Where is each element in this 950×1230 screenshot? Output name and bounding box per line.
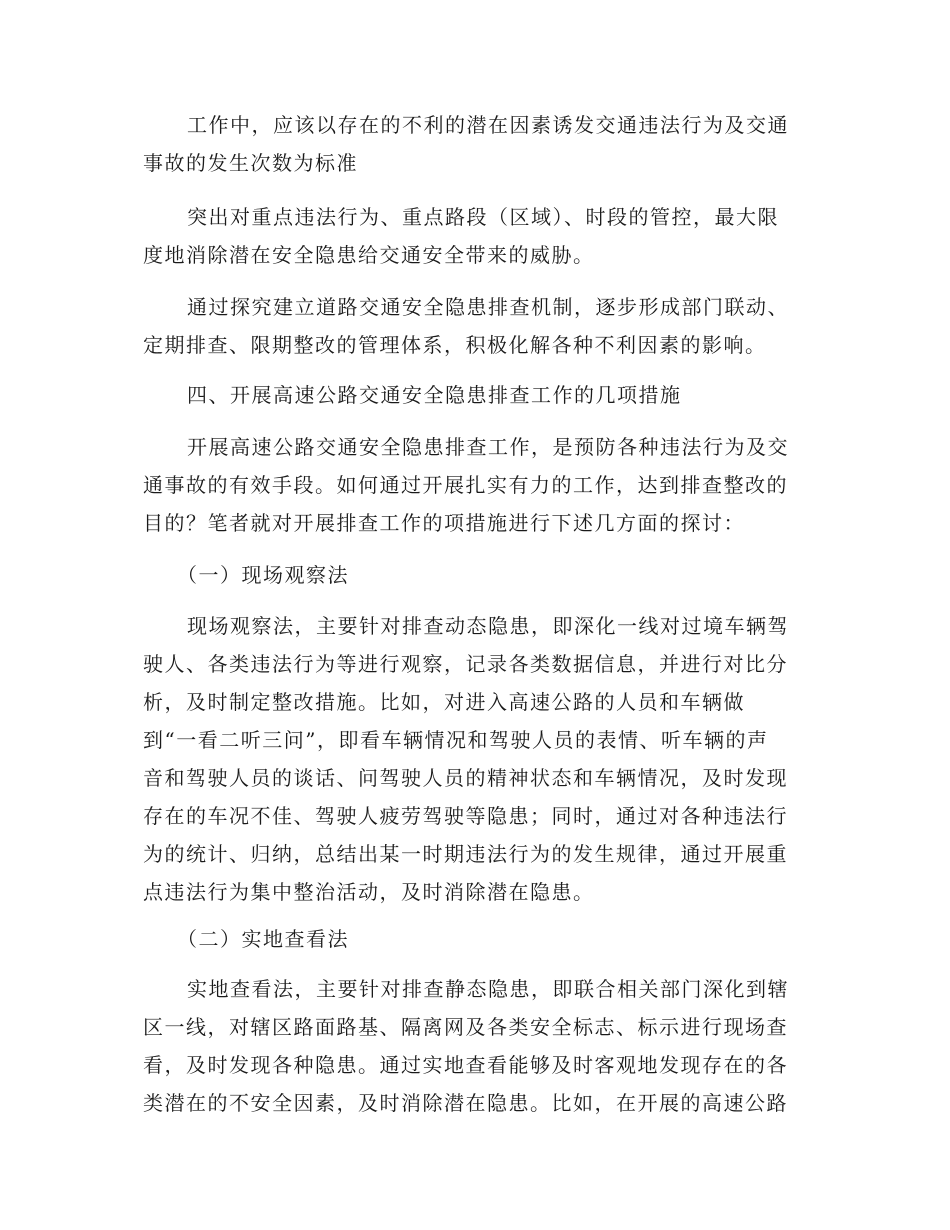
text-line: 工作中，应该以存在的不利的潜在因素诱发交通违法行为及交通 [187, 113, 789, 137]
text-line: 驶人、各类违法行为等进行观察，记录各类数据信息，并进行对比分 [143, 652, 788, 676]
subheading-text: （二）实地查看法 [177, 927, 349, 951]
text-line: 现场观察法，主要针对排查动态隐患，即深化一线对过境车辆驾 [187, 614, 789, 638]
text-line: 存在的车况不佳、驾驶人疲劳驾驶等隐患；同时，通过对各种违法行 [143, 804, 788, 828]
text-line: 点违法行为集中整治活动，及时消除潜在隐患。 [143, 880, 595, 904]
text-line: 实地查看法，主要针对排查静态隐患，即联合相关部门深化到辖 [187, 977, 789, 1001]
text-line: 区一线，对辖区路面路基、隔离网及各类安全标志、标示进行现场查 [143, 1015, 788, 1039]
text-line: 音和驾驶人员的谈话、问驾驶人员的精神状态和车辆情况，及时发现 [143, 766, 788, 790]
section-heading-four [143, 376, 799, 414]
text-line: 目的？笔者就对开展排查工作的项措施进行下述几方面的探讨： [143, 511, 745, 535]
text-line: 到“一看二听三问”，即看车辆情况和驾驶人员的表情、听车辆的声 [143, 728, 769, 752]
text-line: 开展高速公路交通安全隐患排查工作，是预防各种违法行为及交 [187, 435, 789, 459]
text-line: 通事故的有效手段。如何通过开展扎实有力的工作，达到排查整改的 [143, 473, 788, 497]
text-line: 析，及时制定整改措施。比如，对进入高速公路的人员和车辆做 [143, 690, 745, 714]
text-line: 看，及时发现各种隐患。通过实地查看能够及时客观地发现存在的各 [143, 1053, 788, 1077]
text-line: 突出对重点违法行为、重点路段（区域）、时段的管控，最大限 [187, 205, 779, 229]
paragraph-key-control [143, 198, 799, 274]
subheading-site-inspection [143, 920, 799, 958]
paragraph-field-observation [143, 607, 799, 911]
paragraph-mechanism [143, 288, 799, 364]
paragraph-section-intro [143, 428, 799, 542]
text-line: 类潜在的不安全因素，及时消除潜在隐患。比如，在开展的高速公路 [143, 1091, 788, 1115]
subheading-field-observation [143, 556, 799, 594]
text-line: 定期排查、限期整改的管理体系，积极化解各种不利因素的影响。 [143, 333, 767, 357]
text-line: 事故的发生次数为标准 [143, 151, 358, 175]
subheading-text: （一）现场观察法 [177, 563, 349, 587]
text-line: 通过探究建立道路交通安全隐患排查机制，逐步形成部门联动、 [187, 295, 789, 319]
paragraph-site-inspection [143, 970, 799, 1122]
paragraph-intro-standard [143, 106, 799, 182]
heading-text: 四、开展高速公路交通安全隐患排查工作的几项措施 [187, 383, 682, 407]
text-line: 度地消除潜在安全隐患给交通安全带来的威胁。 [143, 243, 595, 267]
text-line: 为的统计、归纳，总结出某一时期违法行为的发生规律，通过开展重 [143, 842, 788, 866]
